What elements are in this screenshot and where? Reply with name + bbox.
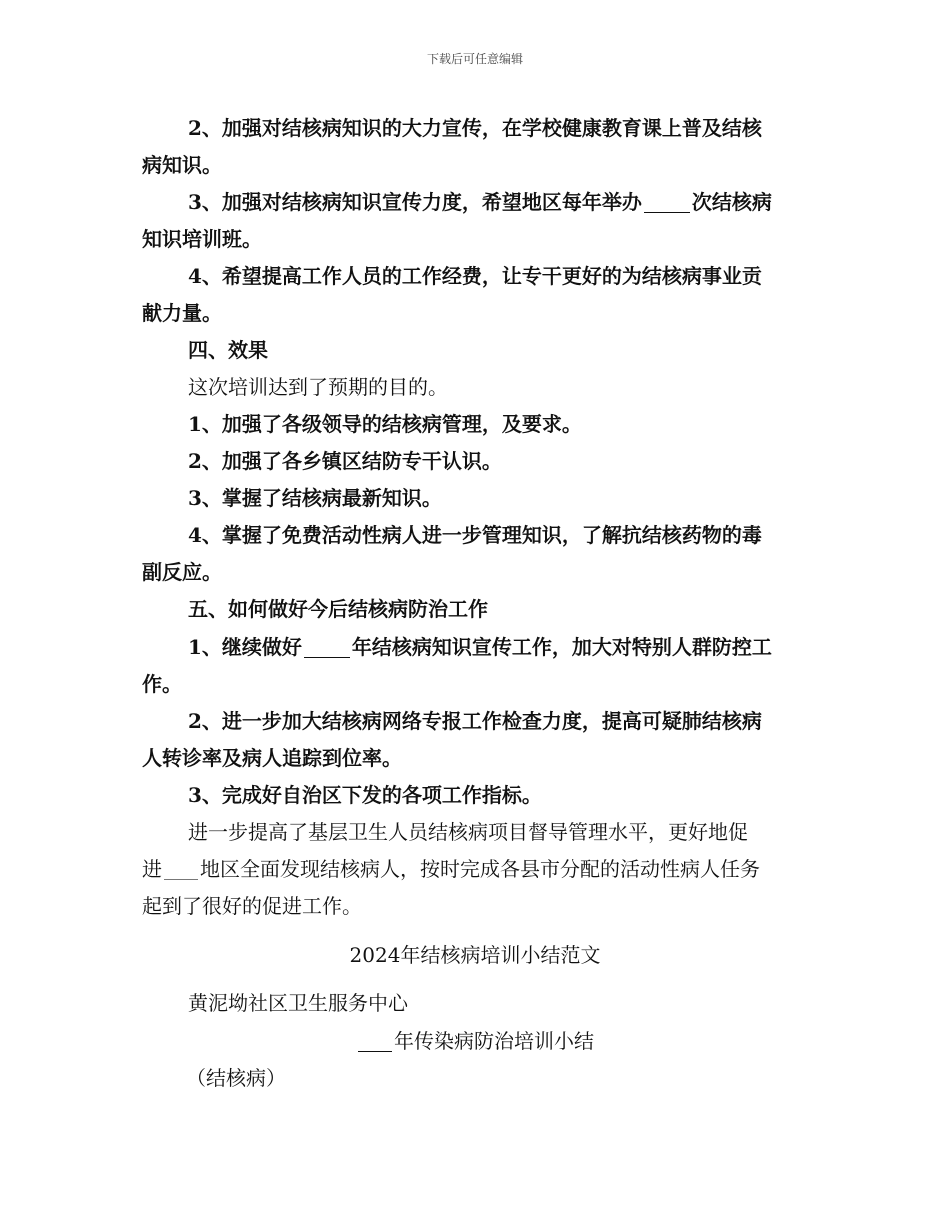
page-header: 下载后可任意编辑	[426, 52, 523, 66]
paragraph-line: 2、加强对结核病知识的大力宣传，在学校健康教育课上普及结核	[188, 116, 762, 140]
document-title: 2024年结核病培训小结范文	[349, 943, 601, 967]
text-segment: 进	[142, 857, 162, 881]
text-segment: 地区全面发现结核病人，按时完成各县市分配的活动性病人任务	[200, 857, 760, 881]
paragraph-line: 4、希望提高工作人员的工作经费，让专干更好的为结核病事业贡	[188, 264, 762, 288]
organization-name: 黄泥坳社区卫生服务中心	[188, 991, 408, 1015]
list-item: 1、加强了各级领导的结核病管理，及要求。	[188, 412, 582, 436]
subtitle-note: （结核病）	[186, 1066, 286, 1090]
paragraph-line: 病知识。	[142, 153, 222, 177]
text-segment: 年传染病防治培训小结	[394, 1029, 594, 1053]
paragraph-line: 献力量。	[142, 301, 222, 325]
fill-blank	[644, 192, 690, 213]
list-item: 2、加强了各乡镇区结防专干认识。	[188, 449, 502, 473]
list-item: 人转诊率及病人追踪到位率。	[142, 746, 402, 770]
paragraph-line	[142, 859, 760, 880]
list-item: 副反应。	[142, 560, 222, 584]
list-item: 3、掌握了结核病最新知识。	[188, 486, 442, 510]
paragraph-line: 进一步提高了基层卫生人员结核病项目督导管理水平，更好地促	[188, 820, 748, 844]
document-subtitle	[0, 1031, 950, 1052]
list-item: 3、完成好自治区下发的各项工作指标。	[188, 783, 542, 807]
fill-blank	[358, 1031, 392, 1052]
paragraph-line: 知识培训班。	[142, 227, 262, 251]
list-item: 2、进一步加大结核病网络专报工作检查力度，提高可疑肺结核病	[188, 709, 762, 733]
section-heading: 四、效果	[188, 338, 268, 362]
text-segment: 1、继续做好	[188, 635, 302, 659]
text-segment: 年结核病知识宣传工作，加大对特别人群防控工	[351, 635, 772, 659]
list-item: 4、掌握了免费活动性病人进一步管理知识，了解抗结核药物的毒	[188, 523, 762, 547]
text-segment: 次结核病	[691, 190, 772, 214]
paragraph-line: 起到了很好的促进工作。	[142, 894, 362, 918]
fill-blank	[304, 637, 350, 658]
list-item: 作。	[142, 672, 182, 696]
paragraph-line	[188, 192, 772, 213]
section-heading: 五、如何做好今后结核病防治工作	[188, 597, 488, 621]
text-segment: 3、加强对结核病知识宣传力度，希望地区每年举办	[188, 190, 642, 214]
paragraph-line: 这次培训达到了预期的目的。	[188, 375, 448, 399]
fill-blank	[164, 859, 198, 880]
list-item	[188, 637, 772, 658]
